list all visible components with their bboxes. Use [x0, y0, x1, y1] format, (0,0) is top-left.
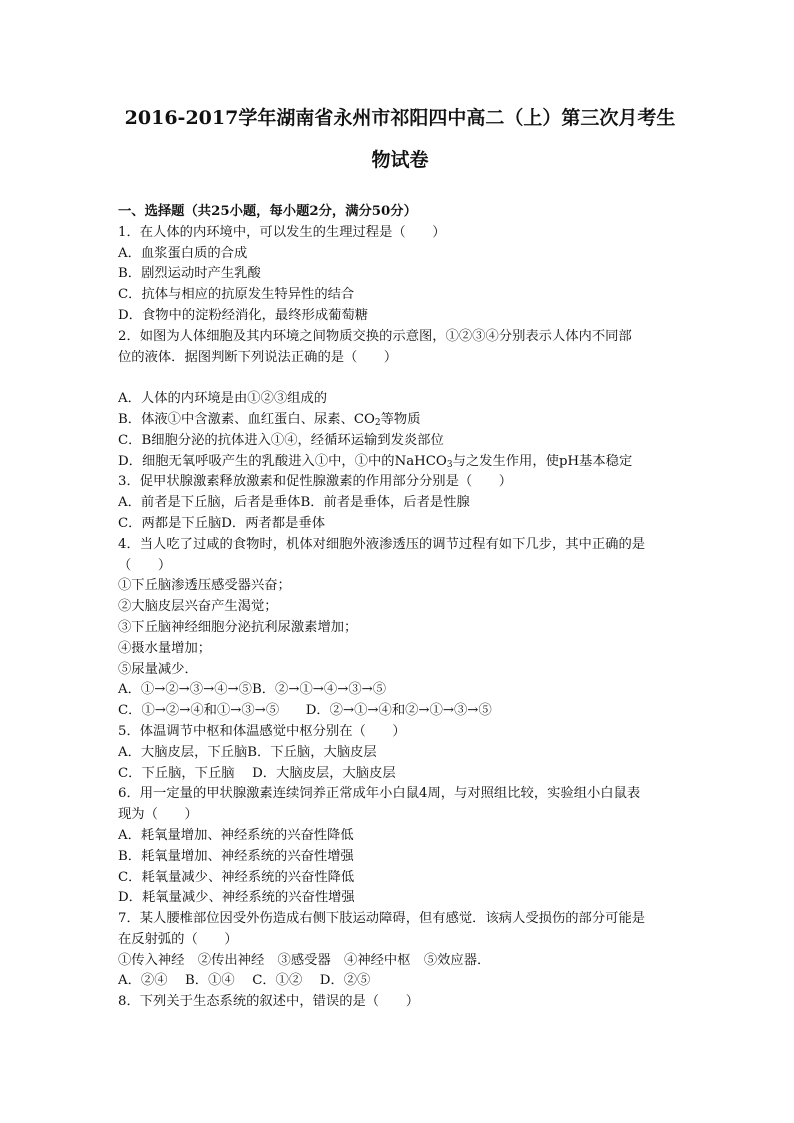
q7-stem-line2: 在反射弧的（ ） — [118, 931, 238, 947]
q6-option-c: C．耗氧量减少、神经系统的兴奋性降低 — [118, 869, 355, 885]
section-heading: 一、选择题（共25小题，每小题2分，满分50分） — [118, 204, 417, 219]
q2-stem-line1: 2．如图为人体细胞及其内环境之间物质交换的示意图，①②③④分别表示人体内不同部 — [118, 328, 632, 344]
q3-stem: 3．促甲状腺激素释放激素和促性腺激素的作用部分分别是（ ） — [118, 474, 513, 490]
q2-option-a: A．人体的内环境是由①②③组成的 — [118, 391, 328, 407]
q4-stem-line2: （ ） — [118, 557, 172, 573]
q5-stem: 5．体温调节中枢和体温感觉中枢分别在（ ） — [118, 723, 406, 739]
figure-placeholder — [118, 368, 678, 389]
q1-option-b: B．剧烈运动时产生乳酸 — [118, 266, 261, 282]
q1-stem: 1．在人体的内环境中，可以发生的生理过程是（ ） — [118, 224, 446, 240]
q2-option-b — [118, 410, 678, 431]
q1-option-d: D．食物中的淀粉经消化，最终形成葡萄糖 — [118, 307, 369, 323]
q6-option-d: D．耗氧量减少、神经系统的兴奋性增强 — [118, 890, 355, 906]
q1-option-a: A．血浆蛋白质的合成 — [118, 245, 248, 261]
q4-options-ab: A．①→②→③→④→⑤B．②→①→④→③→⑤ — [118, 682, 387, 698]
q4-step-2: ②大脑皮层兴奋产生渴觉； — [118, 599, 278, 615]
q5-options-ab: A．大脑皮层，下丘脑B．下丘脑，大脑皮层 — [118, 744, 377, 760]
q2-option-b-tail: 等物质 — [380, 411, 421, 427]
q1-option-c: C．抗体与相应的抗原发生特异性的结合 — [118, 287, 355, 303]
q4-step-4: ④摄水量增加； — [118, 640, 212, 656]
q2-stem-line2: 位的液体．据图判断下列说法正确的是（ ） — [118, 349, 398, 365]
q2-option-c: C．B细胞分泌的抗体进入①④，经循环运输到发炎部位 — [118, 432, 444, 448]
q7-options: A．②④ B．①④ C．①② D．②⑤ — [118, 973, 371, 989]
q4-step-1: ①下丘脑渗透压感受器兴奋； — [118, 578, 291, 594]
q6-option-b: B．耗氧量增加、神经系统的兴奋性增强 — [118, 848, 354, 864]
q5-options-cd: C．下丘脑，下丘脑 D．大脑皮层，大脑皮层 — [118, 765, 396, 781]
q4-step-5: ⑤尿量减少． — [118, 661, 198, 677]
q4-step-3: ③下丘脑神经细胞分泌抗利尿激素增加； — [118, 619, 358, 635]
q2-option-d-tail: 与之发生作用，使pH基本稳定 — [452, 453, 633, 469]
q2-option-d-subscript: 3 — [446, 459, 453, 470]
document-title-line2: 物试卷 — [371, 149, 429, 171]
q4-stem-line1: 4．当人吃了过咸的食物时，机体对细胞外液渗透压的调节过程有如下几步，其中正确的是 — [118, 536, 646, 552]
q2-option-d-text: D．细胞无氧呼吸产生的乳酸进入①中，①中的NaHCO — [118, 453, 447, 469]
q2-option-b-text: B．体液①中含激素、血红蛋白、尿素、CO — [118, 411, 375, 427]
q4-options-cd: C．①→②→④和①→③→⑤ D．②→①→④和②→①→③→⑤ — [118, 703, 492, 719]
q3-options-ab: A．前者是下丘脑，后者是垂体B．前者是垂体，后者是性腺 — [118, 495, 470, 511]
document-title-line1: 2016-2017学年湖南省永州市祁阳四中高二（上）第三次月考生 — [124, 107, 676, 129]
q6-stem-line1: 6．用一定量的甲状腺激素连续饲养正常成年小白鼠4周，与对照组比较，实验组小白鼠表 — [118, 786, 641, 802]
question-body — [118, 202, 678, 1013]
q6-option-a: A．耗氧量增加、神经系统的兴奋性降低 — [118, 827, 354, 843]
q7-stem-line1: 7．某人腰椎部位因受外伤造成右侧下肢运动障碍，但有感觉．该病人受损伤的部分可能是 — [118, 911, 646, 927]
q2-option-b-subscript: 2 — [374, 417, 381, 428]
q2-option-d — [118, 452, 678, 473]
q3-options-cd: C．两都是下丘脑D．两者都是垂体 — [118, 515, 325, 531]
q7-parts: ①传入神经 ②传出神经 ③感受器 ④神经中枢 ⑤效应器． — [118, 952, 491, 968]
q8-stem: 8．下列关于生态系统的叙述中，错误的是（ ） — [118, 994, 419, 1010]
q6-stem-line2: 现为（ ） — [118, 807, 198, 823]
